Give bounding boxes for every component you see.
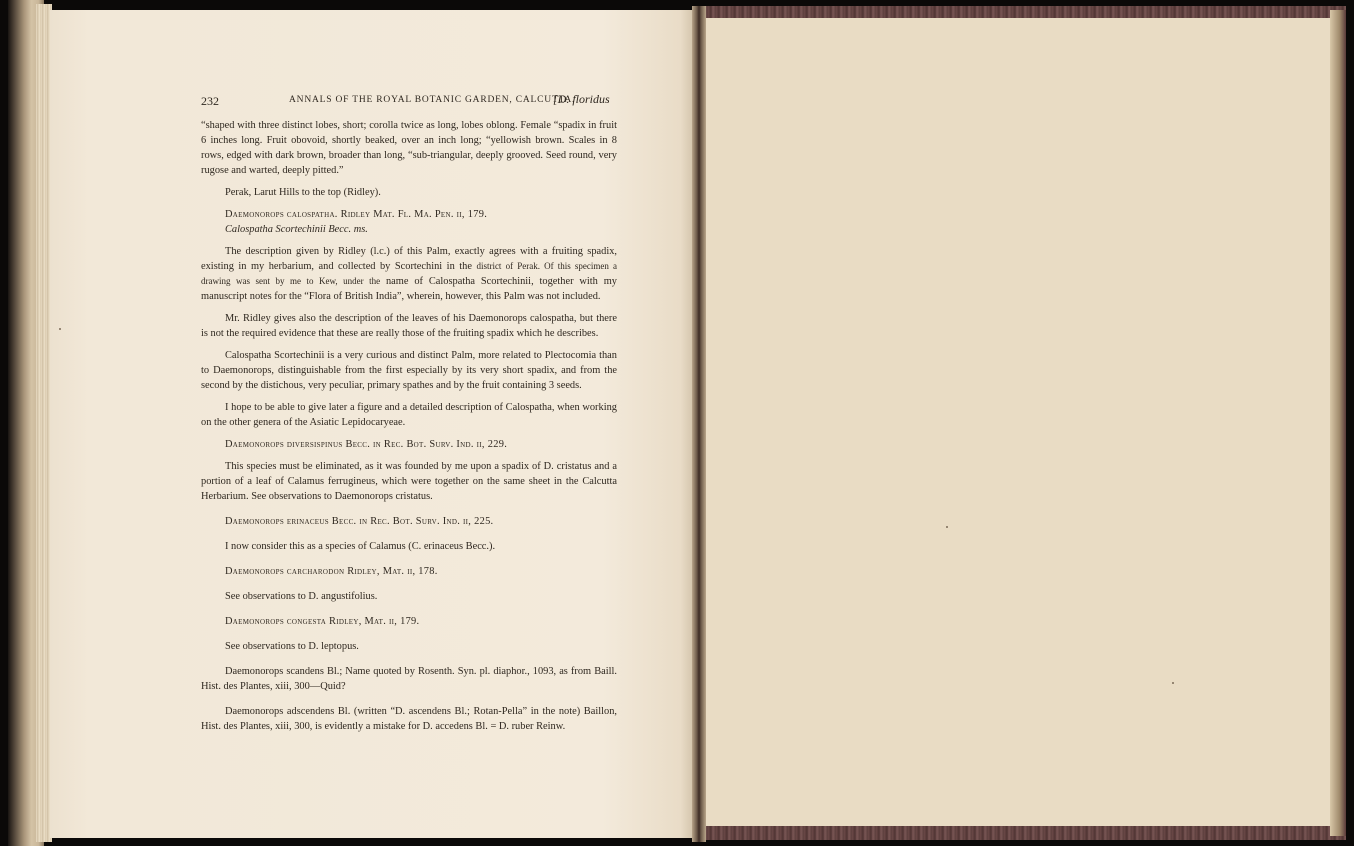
species-entry-diversispinus: Daemonorops diversispinus Becc. in Rec. Bot. Surv. Ind. ii, 229. (225, 439, 508, 450)
quoted-description: “shaped with three distinct lobes, short; corolla twice as long, lobes oblong. Female “spadix in fruit 6 inches long. Fruit obovoid, shortly beaked, over an inch long; “yellowish brown. Scales in 8 rows, edged with dark brown, broader than long, “sub-triangular, deeply grooved. Seed round, very rugose and warted, deeply pitted.” (201, 120, 617, 176)
page-body (201, 118, 617, 734)
book-gutter (692, 6, 706, 842)
section-title: [D. floridus (553, 92, 610, 106)
blank-endpaper-page (706, 18, 1330, 826)
cover-edge (1330, 10, 1346, 836)
page-header (201, 92, 617, 112)
running-title: ANNALS OF THE ROYAL BOTANIC GARDEN, CALCUTTA. (289, 95, 576, 105)
paragraph-calamus: I now consider this as a species of Calamus (C. erinaceus Becc.). (225, 541, 496, 552)
paragraph-future-work: I hope to be able to give later a figure and a detailed description of Calospatha, when working on the other genera of the Asiatic Lepidocaryeae. (201, 402, 617, 428)
species-entry-scandens: Daemonorops scandens Bl.; Name quoted by Rosenth. Syn. pl. diaphor., 1093, as from Baill. Hist. des Plantes, xiii, 300—Quid? (201, 666, 617, 692)
species-entry-erinaceus: Daemonorops erinaceus Becc. in Rec. Bot. Surv. Ind. ii, 225. (225, 516, 494, 527)
paper-speck (1172, 682, 1174, 684)
paragraph-curious-palm: Calospatha Scortechinii is a very curious and distinct Palm, more related to Plectocomia than to Daemonorops, distinguishable from the first especially by its very short spadix, and from the second by the distichous, very peculiar, primary spathes and by the fruit containing 3 seeds. (201, 350, 617, 391)
paragraph-leaves: Mr. Ridley gives also the description of the leaves of his Daemonorops calospatha, but there is not the required evidence that these are really those of the fruiting spadix which he describes. (201, 313, 617, 339)
page-number: 232 (201, 94, 219, 108)
paragraph-part: name of Calospatha Scortechinii, together with my manuscript notes for the “Flora of British India”, wherein, however, this Palm was not included. (201, 276, 617, 302)
species-entry-carcharodon: Daemonorops carcharodon Ridley, Mat. ii, 178. (225, 566, 438, 577)
synonym: Calospatha Scortechinii Becc. ms. (225, 224, 368, 235)
paragraph-part: The description given by Ridley (l.c.) of this Palm, exactly agrees with a fruiting spadix, existing in my herbarium, and collected by Scortechini in the (201, 246, 617, 272)
paper-speck (946, 526, 948, 528)
see-angustifolius: See observations to D. angustifolius. (225, 591, 378, 602)
see-leptopus: See observations to D. leptopus. (225, 641, 359, 652)
paragraph-eliminated: This species must be eliminated, as it was founded by me upon a spadix of D. cristatus and a portion of a leaf of Calamus ferrugineus, which were together on the same sheet in the Calcutta Herbarium. See observations to Daemonorops cristatus. (201, 461, 617, 502)
paper-speck (59, 328, 61, 330)
species-entry-congesta: Daemonorops congesta Ridley, Mat. ii, 179. (225, 616, 420, 627)
species-entry-adscendens: Daemonorops adscendens Bl. (written “D. ascendens Bl.; Rotan-Pella” in the note) Baillon, Hist. des Plantes, xiii, 300, is evidently a mistake for D. accedens Bl. = D. ruber Reinw. (201, 706, 617, 732)
paragraph-description (201, 244, 617, 304)
paragraph-part-small: district of Perak. Of this specimen a drawing was sent by me to Kew, under the (201, 261, 617, 286)
locality: Perak, Larut Hills to the top (Ridley). (225, 187, 381, 198)
species-entry-calospatha: Daemonorops calospatha. Ridley Mat. Fl. Ma. Pen. ii, 179. (225, 209, 488, 220)
